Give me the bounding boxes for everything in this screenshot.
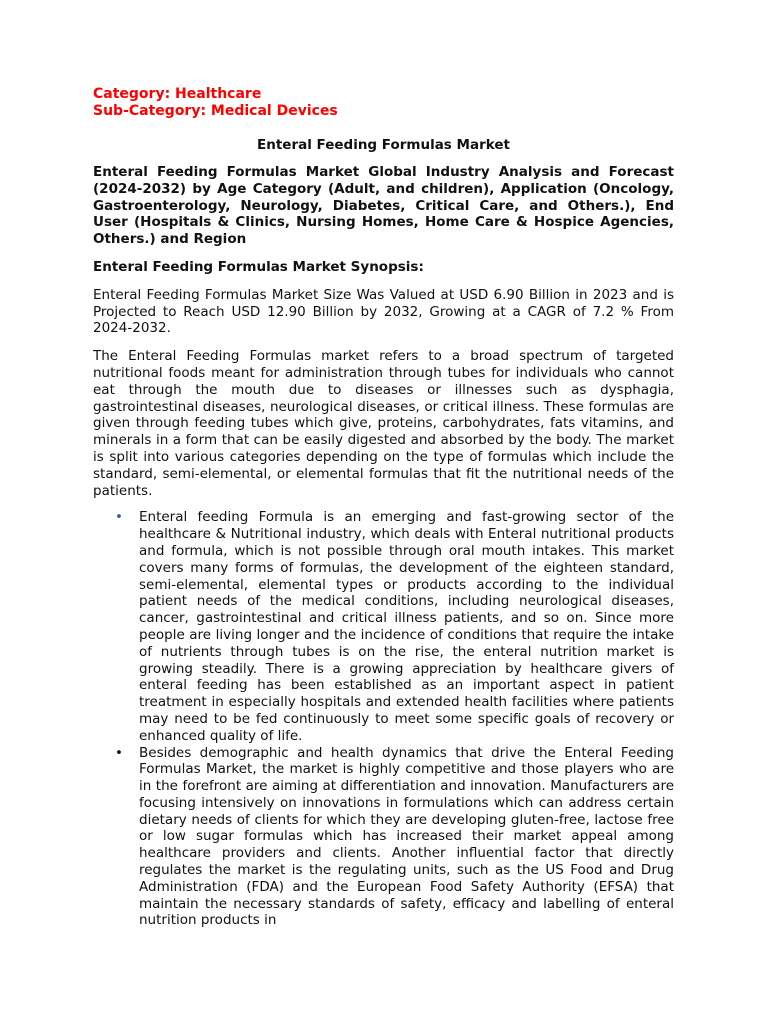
- bullet-icon: •: [115, 744, 123, 761]
- bullet-icon: •: [115, 509, 123, 526]
- bullet-text: Besides demographic and health dynamics that drive the Enteral Feeding Formulas Market, the market is highly competitive and those players who are in the forefront are aiming at differentiation and innovation. Manufacturers are focusing intensively on innovations in formulations which can address certain dietary needs of clients for which they are developing gluten-free, lactose free or low sugar formulas which has increased their market appeal among healthcare providers and clients. Another influential factor that directly regulates the market is the regulating units, such as the US Food and Drug Administration (FDA) and the European Food Safety Authority (EFSA) that maintain the necessary standards of safety, efficacy and labelling of enteral nutrition products in: [139, 744, 674, 929]
- overview-paragraph: The Enteral Feeding Formulas market refers to a broad spectrum of targeted nutritional foods meant for administration through tubes for individuals who cannot eat through the mouth due to diseases or illnesses such as dysphagia, gastrointestinal diseases, neurological diseases, or critical illness. These formulas are given through feeding tubes which give, proteins, carbohydrates, fats vitamins, and minerals in a form that can be easily digested and absorbed by the body. The market is split into various categories depending on the type of formulas which include the standard, semi-elemental, or elemental formulas that fit the nutritional needs of the patients.: [93, 348, 674, 499]
- synopsis-heading: Enteral Feeding Formulas Market Synopsis:: [93, 258, 424, 275]
- market-size-paragraph: Enteral Feeding Formulas Market Size Was Valued at USD 6.90 Billion in 2023 and is Projected to Reach USD 12.90 Billion by 2032, Growing at a CAGR of 7.2 % From 2024-2032.: [93, 286, 674, 337]
- document-title: Enteral Feeding Formulas Market: [257, 137, 510, 153]
- category-label: Category: Healthcare: [93, 86, 262, 102]
- list-item: [93, 509, 674, 744]
- report-title: Enteral Feeding Formulas Market Global Industry Analysis and Forecast (2024-2032) by Age Category (Adult, and children), Application (Oncology, Gastroenterology, Neurology, Diabetes, Critical Care, and Others.), End User (Hospitals & Clinics, Nursing Homes, Home Care & Hospice Agencies, Others.) and Region: [93, 164, 674, 248]
- sub-category-label: Sub-Category: Medical Devices: [93, 103, 338, 119]
- bullet-text: Enteral feeding Formula is an emerging and fast-growing sector of the healthcare & Nutritional industry, which deals with Enteral nutritional products and formula, which is not possible through oral mouth intakes. This market covers many forms of formulas, the development of the eighteen standard, semi-elemental, elemental types or products according to the individual patient needs of the medical conditions, including neurological diseases, cancer, gastrointestinal and critical illness patients, and so on. Since more people are living longer and the incidence of conditions that require the intake of nutrients through tubes is on the rise, the enteral nutrition market is growing steadily. There is a growing appreciation by healthcare givers of enteral feeding has been established as an important aspect in patient treatment in especially hospitals and extended health facilities where patients may need to be fed continuously to meet some specific goals of recovery or enhanced quality of life.: [139, 509, 674, 744]
- bullet-list: [93, 509, 674, 929]
- document-page: [93, 86, 674, 929]
- list-item: [93, 745, 674, 930]
